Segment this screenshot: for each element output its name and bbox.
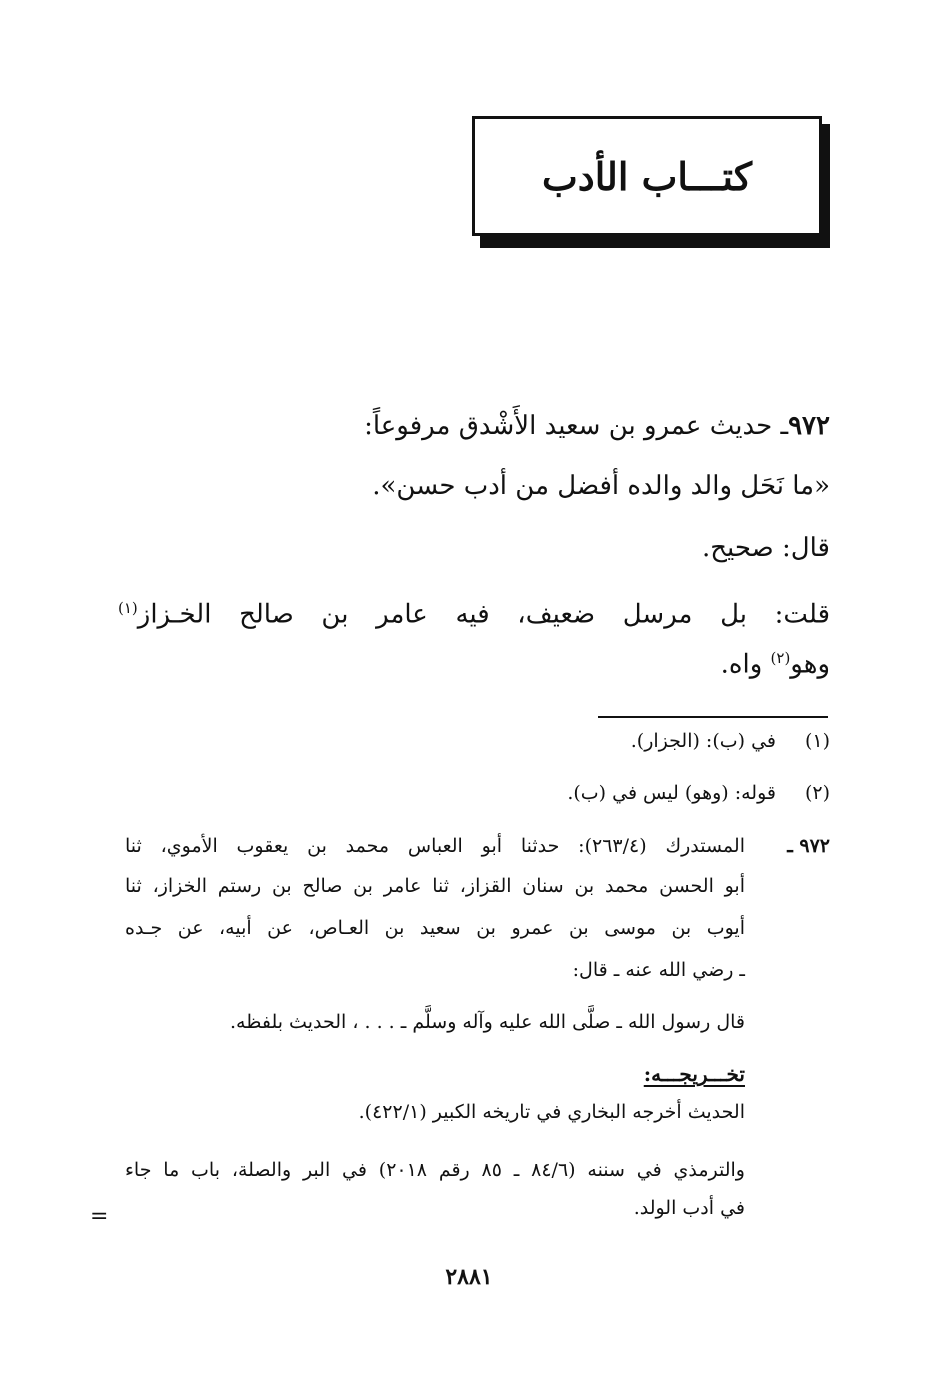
hadith-quote: «ما نَحَل والد والده أفضل من أدب حسن». — [372, 471, 830, 501]
commentary-line: أيوب بن موسى بن عمرو بن سعيد بن العـاص، عن أبيه، عن جـده — [125, 917, 745, 939]
commentary-line: قال رسول الله ـ صلَّى الله عليه وآله وسلَّم ـ . . . ، الحديث بلفظه. — [230, 1011, 745, 1033]
takhrij-line: في أدب الولد. — [633, 1197, 745, 1219]
hadith-comment-text: قلت: بل مرسل ضعيف، فيه عامر بن صالح الخـزاز — [137, 599, 830, 630]
hadith-verdict: قال: صحيح. — [701, 533, 830, 563]
hadith-intro: حديث عمرو بن سعيد الأَشْدق مرفوعاً: — [364, 411, 773, 441]
hadith-intro-line — [364, 406, 830, 446]
commentary-line: ـ رضي الله عنه ـ قال: — [572, 959, 745, 981]
takhrij-line: والترمذي في سننه (٨٤/٦ ـ ٨٥ رقم ٢٠١٨) في البر والصلة، باب ما جاء — [125, 1159, 745, 1181]
takhrij-line: الحديث أخرجه البخاري في تاريخه الكبير (٤٢٢/١). — [358, 1101, 745, 1123]
continuation-mark: = — [90, 1204, 109, 1229]
takhrij-heading: تخـــريجـــه: — [643, 1062, 745, 1086]
footnote-ref-2: (٢) — [770, 649, 791, 667]
chapter-title-box — [472, 116, 822, 236]
footnote-2 — [567, 782, 830, 804]
footnote-1 — [631, 730, 830, 752]
commentary-line: أبو الحسن محمد بن سنان القزاز، ثنا عامر بن صالح بن رستم الخزاز، ثنا — [125, 875, 745, 897]
hadith-number: ٩٧٢ — [788, 411, 830, 441]
hadith-comment-text-2a: وهو — [790, 649, 830, 680]
footnote-number: (١) — [804, 730, 830, 752]
chapter-title: كتـــاب الأدب — [542, 153, 752, 199]
footnote-text: في (ب): (الجزار). — [630, 730, 776, 752]
hadith-dash: ـ — [780, 411, 789, 441]
page-number: ٢٨٨١ — [445, 1264, 493, 1290]
footnote-number: (٢) — [804, 782, 830, 804]
footnote-ref-1: (١) — [118, 599, 138, 617]
commentary-number: ٩٧٢ ـ — [787, 835, 830, 857]
footnote-separator — [598, 716, 828, 718]
hadith-comment-line2 — [721, 638, 830, 685]
commentary-line: المستدرك (٢٦٣/٤): حدثنا أبو العباس محمد بن يعقوب الأموي، ثنا — [125, 835, 745, 857]
hadith-comment-line1 — [118, 588, 830, 635]
footnote-text: قوله: (وهو) ليس في (ب). — [567, 782, 776, 804]
hadith-comment-text-2b: واه. — [720, 649, 771, 680]
